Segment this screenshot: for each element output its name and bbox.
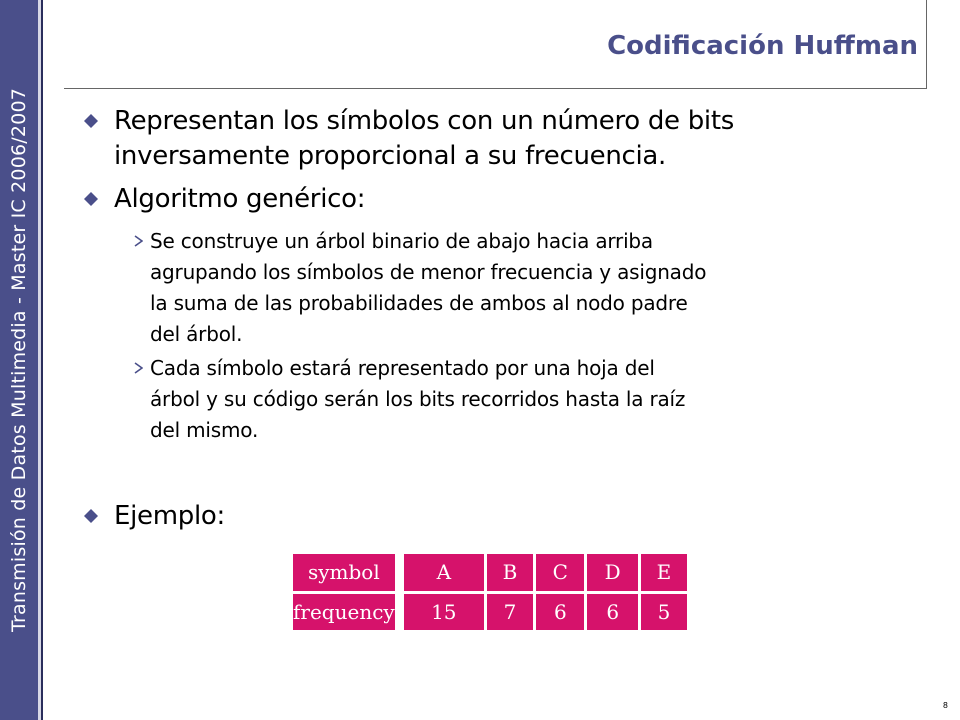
arrow-bullet-icon [134, 362, 143, 374]
bullet-text-line: Ejemplo: [114, 501, 225, 531]
page-number: 8 [942, 701, 948, 710]
sub-bullet-text-line: la suma de las probabilidades de ambos al nodo padre [150, 291, 688, 315]
symbol-cell: A [404, 554, 484, 591]
bullet-text-line: Algoritmo genérico: [114, 184, 366, 214]
symbol-cell: B [487, 554, 533, 591]
sub-bullet-text-line: del mismo. [150, 418, 259, 442]
bullet-text-line: inversamente proporcional a su frecuencia. [114, 141, 667, 171]
sub-bullet-text-line: Se construye un árbol binario de abajo hacia arriba [150, 229, 653, 253]
table-row [293, 554, 687, 591]
table-row [293, 594, 687, 631]
sub-bullet-text-line: Cada símbolo estará representado por una hoja del [150, 356, 655, 380]
diamond-bullet-icon [84, 192, 98, 206]
symbol-cell: C [536, 554, 584, 591]
sub-bullet-text-line: del árbol. [150, 322, 243, 346]
symbol-cell: D [587, 554, 638, 591]
frequency-cell: 7 [487, 594, 533, 631]
symbol-cell: E [641, 554, 687, 591]
frequency-cell: 15 [404, 594, 484, 631]
sidebar [0, 0, 41, 720]
frequency-cell: 5 [641, 594, 687, 631]
title-rule [64, 88, 926, 89]
frequency-cell: 6 [587, 594, 638, 631]
slide-title: Codificación Huffman [607, 31, 918, 61]
sub-bullet-text-line: árbol y su código serán los bits recorridos hasta la raíz [150, 387, 686, 411]
diamond-bullet-icon [84, 509, 98, 523]
table-gap [398, 554, 401, 591]
frequency-table [290, 551, 690, 633]
title-vertical-rule [926, 0, 927, 89]
arrow-bullet-icon [134, 235, 143, 247]
row-label-symbol: symbol [293, 554, 395, 591]
bullet-text-line: Representan los símbolos con un número de bits [114, 106, 734, 136]
frequency-cell: 6 [536, 594, 584, 631]
sidebar-course-label: Transmisión de Datos Multimedia - Master IC 2006/2007 [8, 87, 30, 633]
sub-bullet-text-line: agrupando los símbolos de menor frecuencia y asignado [150, 260, 707, 284]
table-gap [398, 594, 401, 631]
row-label-frequency: frequency [293, 594, 395, 631]
diamond-bullet-icon [84, 114, 98, 128]
